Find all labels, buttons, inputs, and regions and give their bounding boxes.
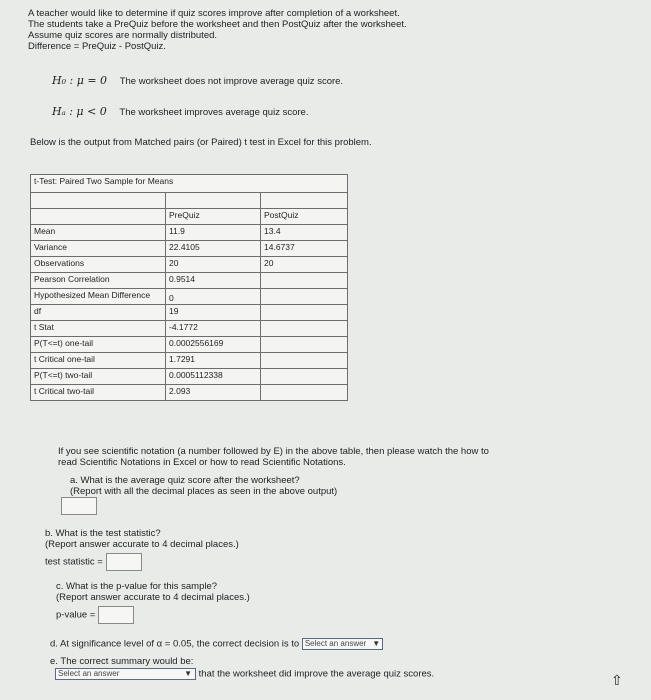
table-cell: 1.7291 [166,353,261,369]
table-cell: 2.093 [166,385,261,401]
test-statistic-input[interactable] [106,553,142,571]
table-cell [31,209,166,225]
row-label: t Critical one-tail [31,353,166,369]
answer-a-input[interactable] [61,497,97,515]
question-e [50,656,434,680]
row-label: t Stat [31,321,166,337]
test-statistic-label: test statistic = [45,556,103,568]
chevron-down-icon: ▼ [372,639,381,648]
question-b-answer-row [45,553,239,571]
null-hypothesis-text: The worksheet does not improve average quiz score. [119,76,344,87]
table-cell [166,193,261,209]
table-cell: 19 [166,305,261,321]
question-c-answer-row [56,606,250,624]
question-c-instructions: (Report answer accurate to 4 decimal places.) [56,592,250,603]
question-c [56,581,250,624]
question-e-text: e. The correct summary would be: [50,656,194,667]
table-row [31,273,348,289]
question-b-text: b. What is the test statistic? [45,528,161,539]
table-row [31,321,348,337]
table-row [31,369,348,385]
scientific-notation-note [58,446,489,468]
table-cell [261,369,348,385]
question-c-text: c. What is the p-value for this sample? [56,581,218,592]
question-e-answer-row [50,668,434,680]
table-row [31,353,348,369]
alt-hypothesis-text: The worksheet improves average quiz score. [119,107,309,118]
table-cell [31,193,166,209]
question-b [45,528,239,571]
question-d-text: d. At significance level of α = 0.05, the correct decision is to [50,638,300,650]
decision-select[interactable] [302,638,383,650]
table-cell: 11.9 [166,225,261,241]
question-a [70,475,337,497]
decision-select-value: Select an answer [304,639,367,648]
table-cell [261,385,348,401]
table-cell: 20 [166,257,261,273]
table-row [31,225,348,241]
table-cell: 14.6737 [261,241,348,257]
intro-line: Difference = PreQuiz - PostQuiz. [28,41,166,52]
null-hypothesis-symbol: H₀ : μ = 0 [52,74,108,87]
table-cell [261,337,348,353]
table-cell [261,289,348,305]
row-label: df [31,305,166,321]
question-e-suffix: that the worksheet did improve the average quiz scores. [198,668,435,680]
row-label: Variance [31,241,166,257]
table-header-row [31,209,348,225]
question-a-text: a. What is the average quiz score after the worksheet? [70,475,300,486]
table-row [31,385,348,401]
row-label: P(T<=t) two-tail [31,369,166,385]
null-hypothesis [52,75,343,87]
question-a-instructions: (Report with all the decimal places as seen in the above output) [70,486,338,497]
table-title-row [31,175,348,193]
table-cell [261,353,348,369]
intro-line: The students take a PreQuiz before the worksheet and then PostQuiz after the worksheet. [28,19,407,30]
intro-line: Assume quiz scores are normally distributed. [28,30,218,41]
summary-select-value: Select an answer [58,669,120,678]
table-row [31,257,348,273]
question-d [50,638,383,650]
row-label: Hypothesized Mean Difference [31,289,166,305]
row-label: Observations [31,257,166,273]
problem-intro [28,8,407,52]
table-cell: 0.0005112338 [166,369,261,385]
table-cell: -4.1772 [166,321,261,337]
question-b-instructions: (Report answer accurate to 4 decimal places.) [45,539,239,550]
mouse-pointer-icon: ⇧ [611,672,623,688]
intro-line: A teacher would like to determine if quiz scores improve after completion of a worksheet. [28,8,400,19]
alt-hypothesis [52,106,308,118]
table-cell: 13.4 [261,225,348,241]
p-value-label: p-value = [56,609,96,621]
row-label: Mean [31,225,166,241]
column-header-postquiz: PostQuiz [261,209,348,225]
note-line: If you see scientific notation (a number followed by E) in the above table, then please watch the how to [58,446,489,457]
p-value-input[interactable] [98,606,134,624]
output-note: Below is the output from Matched pairs (or Paired) t test in Excel for this problem. [30,137,372,148]
table-title: t-Test: Paired Two Sample for Means [31,175,348,193]
chevron-down-icon: ▼ [184,669,192,678]
column-header-prequiz: PreQuiz [166,209,261,225]
table-row [31,241,348,257]
table-cell: 20 [261,257,348,273]
table-cell [261,321,348,337]
table-cell: 0.9514 [166,273,261,289]
table-cell [261,193,348,209]
table-row [31,337,348,353]
table-cell [261,273,348,289]
table-row [31,305,348,321]
note-line: read Scientific Notations in Excel or how to read Scientific Notations. [58,457,346,468]
row-label: P(T<=t) one-tail [31,337,166,353]
row-label: t Critical two-tail [31,385,166,401]
t-test-table [30,174,348,401]
table-cell: 0.0002556169 [166,337,261,353]
table-cell: 0 [166,289,261,305]
table-cell [261,305,348,321]
alt-hypothesis-symbol: Hₐ : μ < 0 [52,105,107,118]
table-cell: 22.4105 [166,241,261,257]
summary-select[interactable] [55,668,196,680]
row-label: Pearson Correlation [31,273,166,289]
table-spacer-row [31,193,348,209]
table-row [31,289,348,305]
